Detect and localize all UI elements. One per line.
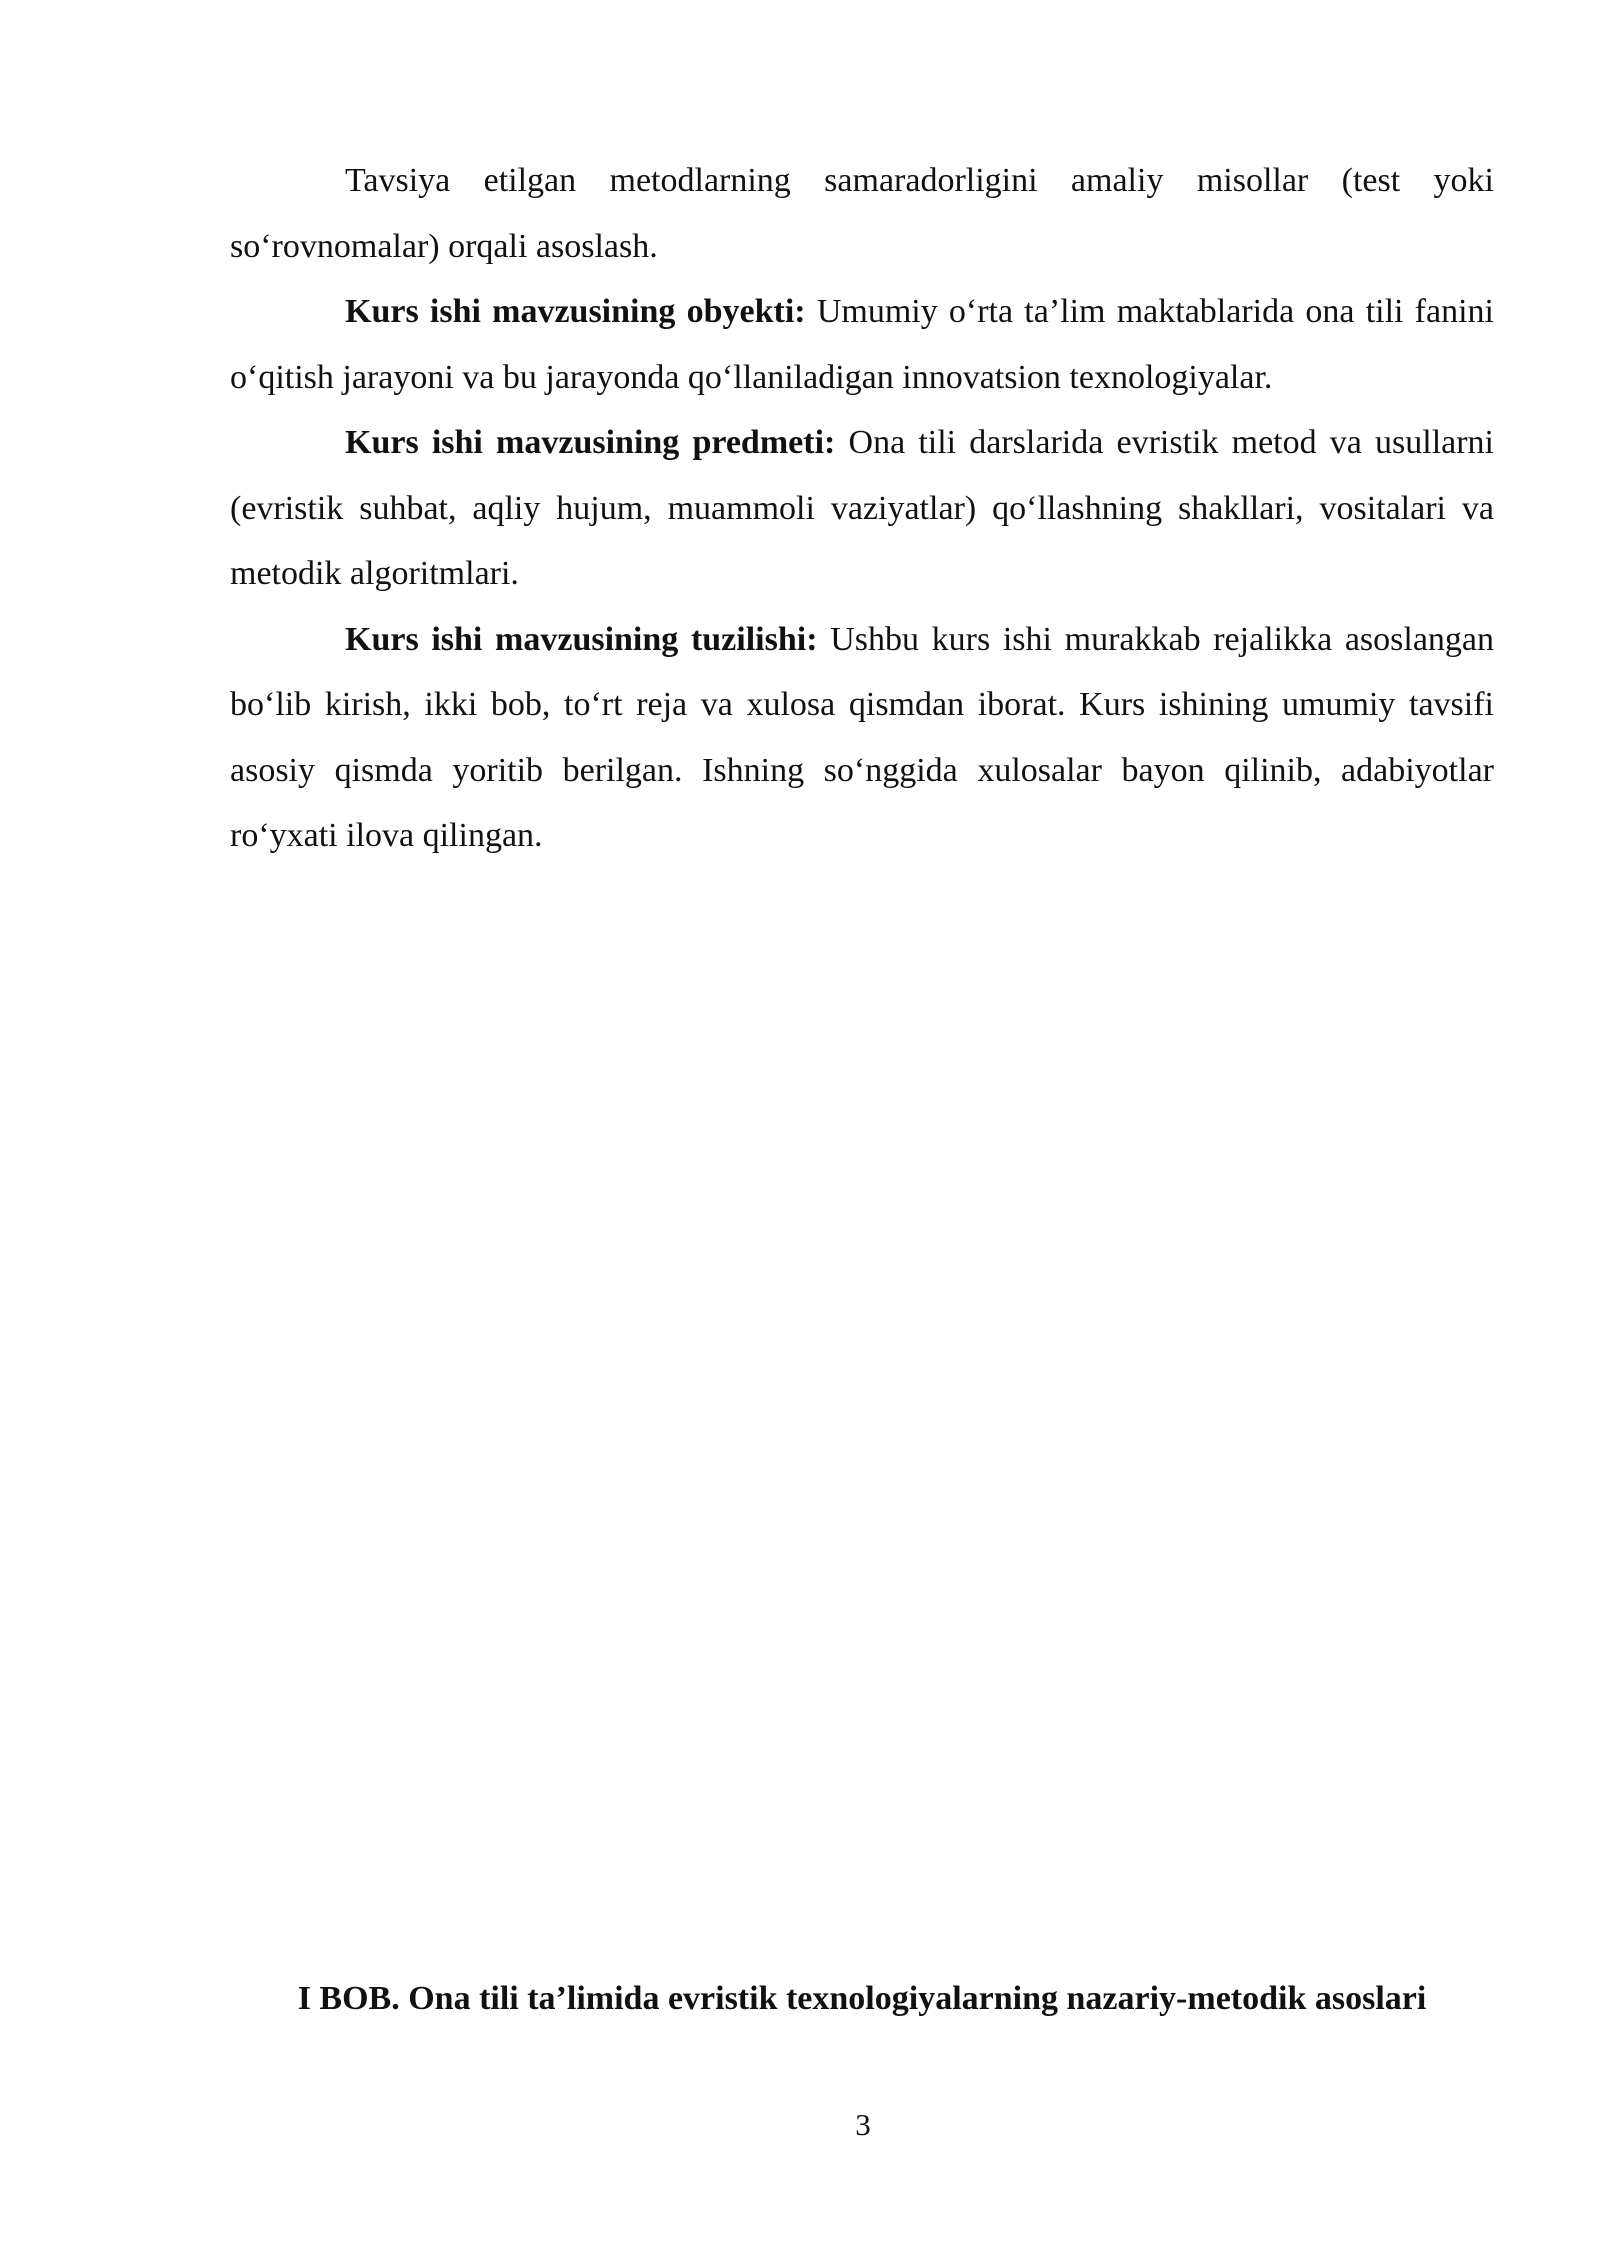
chapter-heading: I BOB. Ona tili ta’limida evristik texnologiyalarning nazariy-metodik asoslari xyxy=(297,1980,1427,2017)
page-number: 3 xyxy=(855,2107,871,2142)
paragraph-methods-justification xyxy=(230,148,1494,279)
paragraph-text: Ushbu kurs ishi murakkab rejalikka asoslangan bo‘lib kirish, ikki bob, to‘rt reja va xulosa qismdan iborat. Kurs ishining umumiy tavsifi asosiy qismda yoritib berilgan. Ishning so‘nggida xulosalar bayon qilinib, adabiyotlar ro‘yxati ilova qilingan. xyxy=(230,620,1495,854)
paragraph-lead-label: Kurs ishi mavzusining predmeti: xyxy=(345,424,836,461)
paragraph-research-object xyxy=(230,279,1494,410)
paragraph-text: Tavsiya etilgan metodlarning samaradorligini amaliy misollar (test yoki so‘rovnomalar) orqali asoslash. xyxy=(230,162,1494,265)
paragraph-lead-label: Kurs ishi mavzusining obyekti: xyxy=(345,293,806,330)
paragraph-text: Ona tili darslarida evristik metod va usullarni (evristik suhbat, aqliy hujum, muammoli vaziyatlar) qo‘llashning shakllari, vositalari va metodik algoritmlari. xyxy=(230,424,1494,592)
body-text xyxy=(230,148,1494,869)
paragraph-work-structure xyxy=(230,607,1494,869)
paragraph-research-subject xyxy=(230,410,1494,607)
paragraph-lead-label: Kurs ishi mavzusining tuzilishi: xyxy=(345,620,818,658)
paragraph-text: Umumiy o‘rta ta’lim maktablarida ona tili fanini o‘qitish jarayoni va bu jarayonda qo‘llaniladigan innovatsion texnologiyalar. xyxy=(230,293,1494,396)
